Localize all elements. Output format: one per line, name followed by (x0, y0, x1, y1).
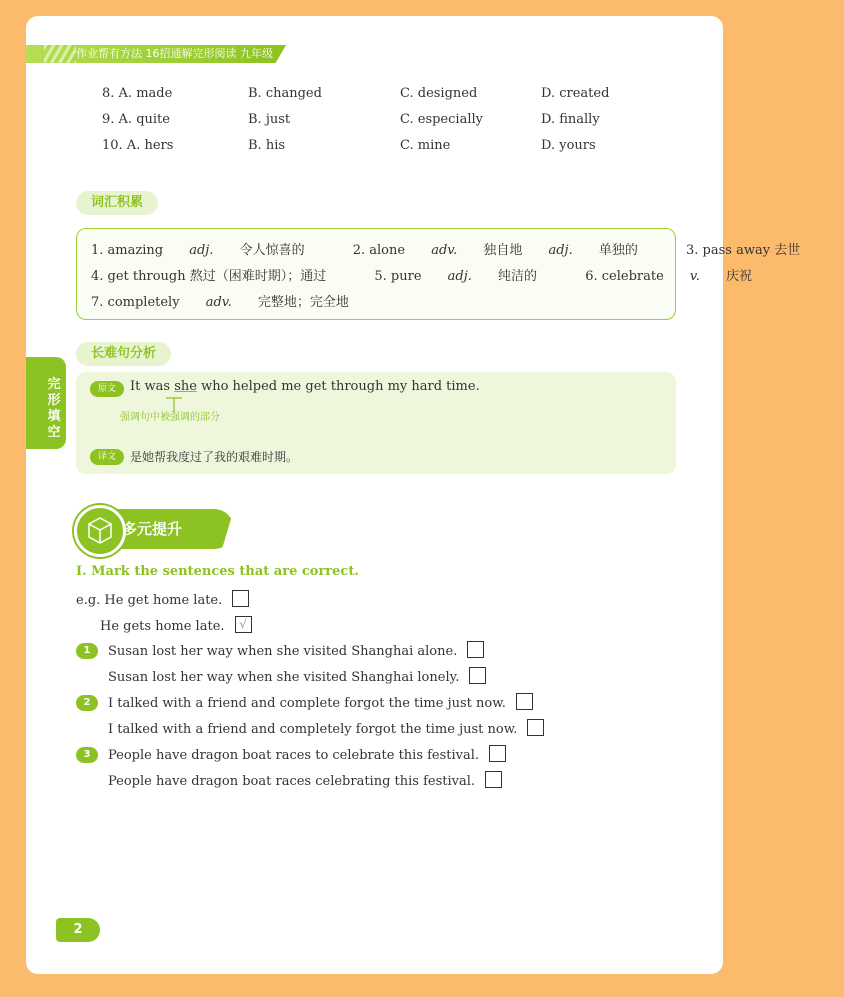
option-c: C. designed (400, 86, 478, 101)
checkbox[interactable] (469, 667, 486, 684)
example-line: He gets home late. √ (100, 618, 252, 635)
page-sheet (26, 16, 801, 974)
original-badge: 原文 (90, 381, 124, 397)
sentence-option: I talked with a friend and completely forgot the time just now. (108, 721, 544, 738)
vocab-box (76, 228, 801, 320)
question-number: 1 (76, 643, 98, 659)
side-tab-label: 完形填空 (47, 377, 61, 440)
option-c: C. mine (400, 138, 451, 153)
vocab-item: 4. get through 熬过（困难时期）；通过 (91, 269, 327, 284)
translation-badge: 译文 (90, 449, 124, 465)
checkbox[interactable] (489, 745, 506, 762)
vocab-item: 2. alone adv. 独自地 adj. 单独的 (352, 243, 638, 258)
exercise-title: I. Mark the sentences that are correct. (76, 564, 359, 579)
sentence-option: Susan lost her way when she visited Shanghai lonely. (108, 669, 486, 686)
option-b: B. his (248, 138, 286, 153)
banner-title: 多元提升 (122, 520, 183, 538)
option-d: D. finally (541, 112, 600, 127)
vocab-line (91, 239, 844, 258)
example-line: e.g. He get home late. (76, 592, 249, 609)
vocab-line (91, 265, 796, 284)
original-sentence: It was she who helped me get through my hard time. (130, 379, 480, 394)
sentence-box (76, 372, 676, 474)
checkbox[interactable] (527, 719, 544, 736)
checkbox[interactable] (516, 693, 533, 710)
sentence-option: Susan lost her way when she visited Shanghai alone. (108, 643, 484, 660)
sentence-section-title: 长难句分析 (76, 342, 171, 366)
question-number: 3 (76, 747, 98, 763)
checkbox[interactable] (467, 641, 484, 658)
cube-icon (74, 505, 126, 557)
sentence-option: People have dragon boat races to celebrate this festival. (108, 747, 506, 764)
vocab-item: 7. completely adv. 完整地；完全地 (91, 295, 349, 310)
page-number: 2 (56, 918, 100, 942)
option-a: 10. A. hers (102, 138, 174, 153)
option-b: B. changed (248, 86, 322, 101)
option-d: D. created (541, 86, 610, 101)
checkbox[interactable] (485, 771, 502, 788)
vocab-item: 1. amazing adj. 令人惊喜的 (91, 243, 305, 258)
vocab-section-title: 词汇积累 (76, 191, 158, 215)
question-number: 2 (76, 695, 98, 711)
vocab-line (91, 291, 393, 310)
header-title: 作业帮有方法 16招通解完形阅读 九年级 (76, 47, 273, 60)
vocab-item: 6. celebrate v. 庆祝 (585, 269, 752, 284)
header-stripes (44, 45, 76, 63)
emphasized-word: she (174, 379, 197, 394)
option-d: D. yours (541, 138, 596, 153)
option-a: 8. A. made (102, 86, 173, 101)
sentence-option: People have dragon boat races celebrating this festival. (108, 773, 502, 790)
vocab-item: 5. pure adj. 纯洁的 (374, 269, 538, 284)
translation-text: 是她帮我度过了我的艰难时期。 (130, 450, 299, 464)
checkbox[interactable] (235, 616, 252, 633)
vocab-item: 3. pass away 去世 (686, 243, 801, 258)
check-mark-icon: √ (239, 617, 247, 631)
option-c: C. especially (400, 112, 483, 127)
sentence-option: I talked with a friend and complete forgot the time just now. (108, 695, 533, 712)
annotation-note: 强调句中被强调的部分 (120, 412, 220, 423)
option-a: 9. A. quite (102, 112, 170, 127)
checkbox[interactable] (232, 590, 249, 607)
option-b: B. just (248, 112, 291, 127)
